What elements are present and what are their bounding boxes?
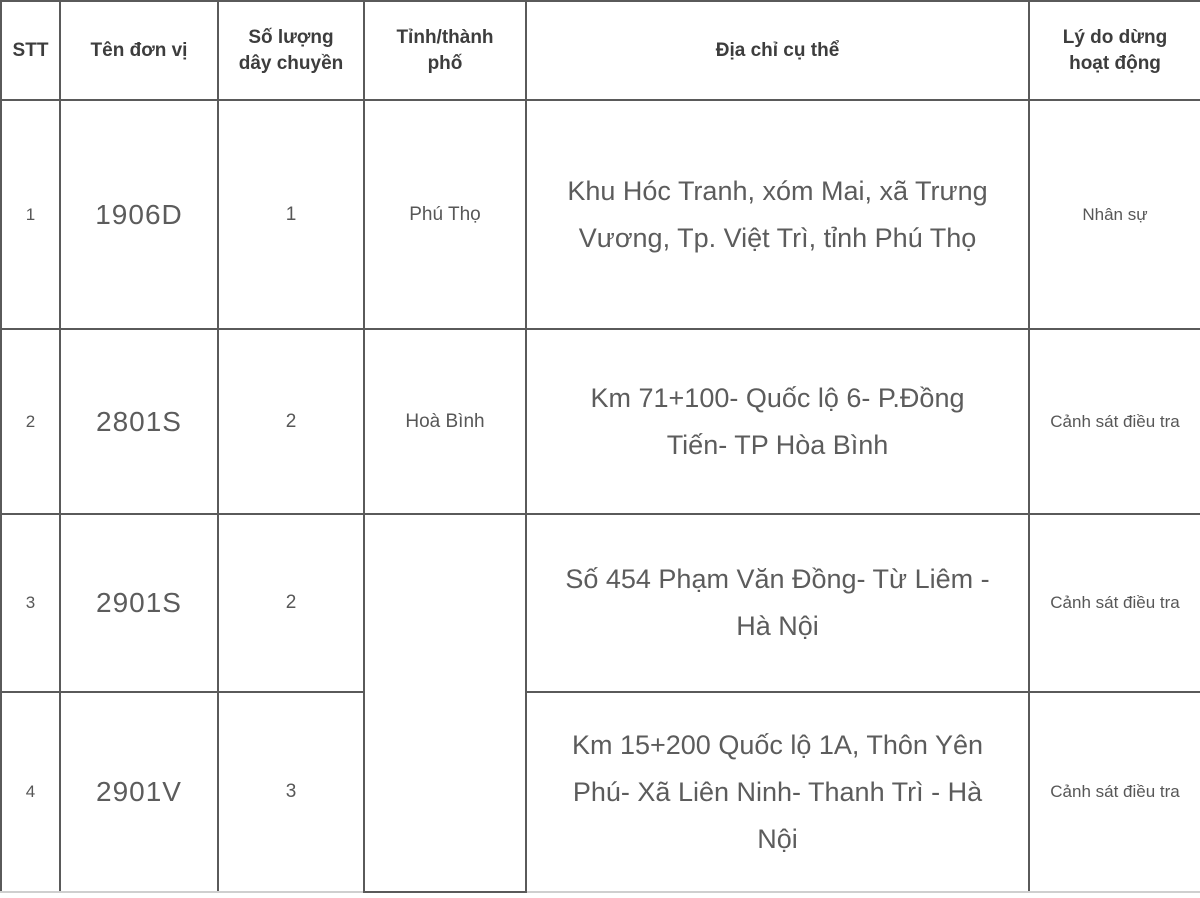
reason-text: Cảnh sát điều tra [1050,411,1180,431]
cell-stt: 1 [1,100,60,329]
cell-unit-name: 2801S [60,329,218,514]
address-text: Số 454 Phạm Văn Đồng- Từ Liêm - Hà Nội [565,564,990,641]
address-text: Km 71+100- Quốc lộ 6- P.Đồng Tiến- TP Hòa Bình [590,382,965,460]
cell-line-count: 1 [218,100,364,329]
header-row [1,1,1200,100]
cell-province-merged [364,514,526,892]
cell-line-count: 3 [218,692,364,892]
reason-text: Cảnh sát điều tra [1050,593,1180,612]
cell-stt: 4 [1,692,60,892]
cell-province: Hoà Bình [364,329,526,514]
cell-line-count: 2 [218,329,364,514]
cell-address [526,692,1029,892]
cell-reason [1029,514,1200,692]
table-row-3 [1,514,1200,692]
cell-unit-name: 1906D [60,100,218,329]
cell-unit-name: 2901V [60,692,218,892]
table-row-1 [1,100,1200,329]
table-row-2 [1,329,1200,514]
table-row-4 [1,692,1200,892]
address-text: Khu Hóc Tranh, xóm Mai, xã Trưng Vương, Tp. Việt Trì, tỉnh Phú Thọ [567,175,988,253]
column-header-province: Tỉnh/thành phố [364,1,526,100]
cell-address [526,514,1029,692]
cell-reason [1029,100,1200,329]
column-header-unit: Tên đơn vị [60,1,218,100]
column-header-lines: Số lượng dây chuyền [218,1,364,100]
column-header-stt: STT [1,1,60,100]
cell-province: Phú Thọ [364,100,526,329]
column-header-address: Địa chỉ cụ thể [526,1,1029,100]
cell-stt: 2 [1,329,60,514]
cell-address [526,329,1029,514]
cell-address [526,100,1029,329]
cell-line-count: 2 [218,514,364,692]
column-header-reason: Lý do dừng hoạt động [1029,1,1200,100]
cell-stt: 3 [1,514,60,692]
cell-reason [1029,692,1200,892]
reason-text: Nhân sự [1082,204,1148,224]
cell-unit-name: 2901S [60,514,218,692]
cell-reason [1029,329,1200,514]
address-text: Km 15+200 Quốc lộ 1A, Thôn Yên Phú- Xã Liên Ninh- Thanh Trì - Hà Nội [571,729,984,854]
reason-text: Cảnh sát điều tra [1050,782,1180,801]
